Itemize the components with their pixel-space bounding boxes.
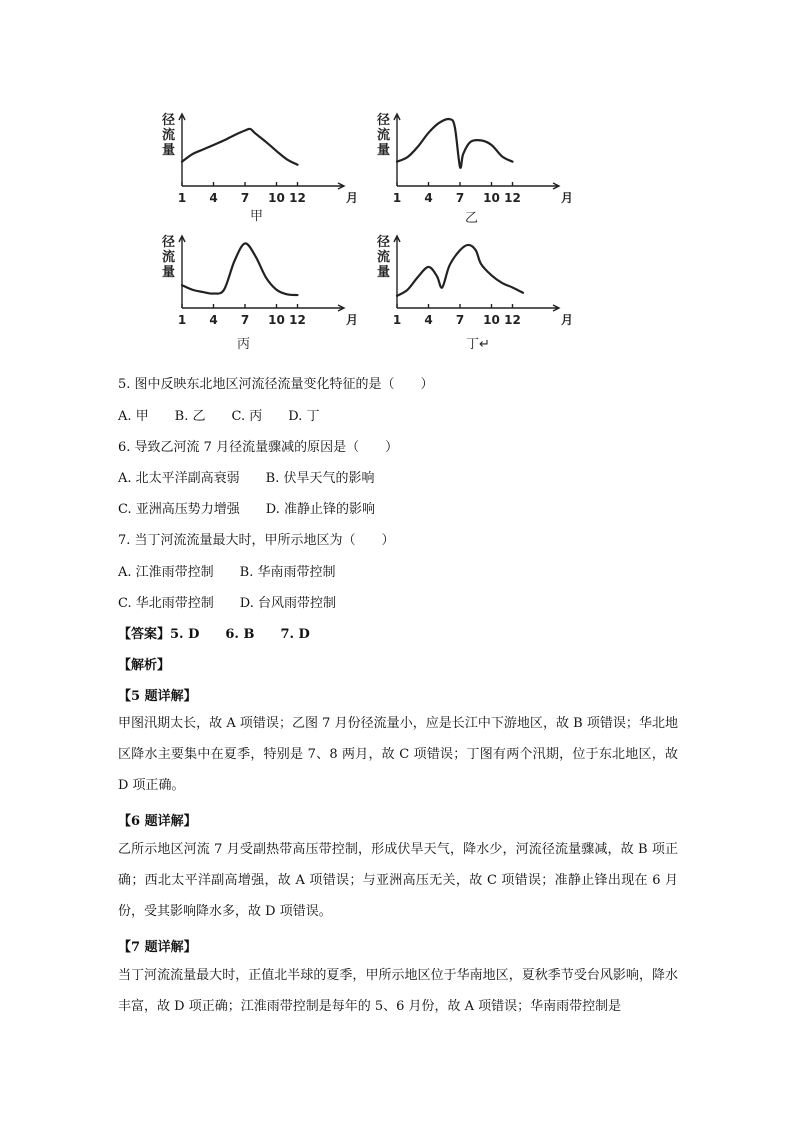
x-tick-label: 10 xyxy=(483,191,500,205)
caption-yi: 乙 xyxy=(465,211,479,226)
chart-bing xyxy=(160,232,360,327)
x-tick-label: 4 xyxy=(424,313,433,327)
x-tick-label: 月 xyxy=(560,313,574,327)
x-tick-label: 12 xyxy=(504,191,521,205)
chart-svg-ding xyxy=(375,232,575,327)
y-axis xyxy=(394,236,400,308)
x-tick-label: 月 xyxy=(345,191,359,205)
y-axis xyxy=(179,114,185,186)
x-tick-label: 1 xyxy=(177,313,187,327)
x-tick-label: 12 xyxy=(504,313,521,327)
question-6-options-1: A. 北太平洋副高衰弱 B. 伏旱天气的影响 xyxy=(118,471,375,486)
detail-7-text: 当丁河流流量最大时，正值北半球的夏季，甲所示地区位于华南地区，夏秋季节受台风影响，降水丰富，故 D 项正确；江淮雨带控制是每年的 5、6 月份，故 A 项错误；华南雨带控制是 xyxy=(118,968,678,1014)
y-axis-label-char: 流 xyxy=(162,250,176,265)
detail-6-text: 乙所示地区河流 7 月受副热带高压带控制，形成伏旱天气，降水少，河流径流量骤减，故 B 项正确；西北太平洋副高增强，故 A 项错误；与亚洲高压无关，故 C 项错误；准静止锋出现在 6 月份，受其影响降水多，故 D 项错误。 xyxy=(118,842,678,919)
y-axis-label-char: 流 xyxy=(377,128,391,143)
y-axis-label-char: 流 xyxy=(377,250,391,265)
detail-7-title: 【7 题详解】 xyxy=(118,940,197,955)
x-tick-label: 4 xyxy=(424,191,433,205)
y-axis-label-char: 量 xyxy=(162,265,176,280)
x-tick-label: 10 xyxy=(483,313,500,327)
runoff-curve-ding xyxy=(397,245,523,296)
x-tick-label: 7 xyxy=(455,191,465,205)
question-7-options-1: A. 江淮雨带控制 B. 华南雨带控制 xyxy=(118,565,336,580)
runoff-curve-bing xyxy=(182,243,298,295)
y-axis-label-char: 径 xyxy=(377,235,391,250)
x-tick-label: 12 xyxy=(289,191,306,205)
chart-yi xyxy=(375,110,575,205)
chart-svg-bing xyxy=(160,232,360,327)
x-tick-label: 10 xyxy=(268,191,285,205)
chart-jia xyxy=(160,110,360,205)
chart-svg-yi xyxy=(375,110,575,205)
runoff-charts xyxy=(0,0,794,360)
x-axis xyxy=(397,305,559,311)
detail-6-title: 【6 题详解】 xyxy=(118,814,197,829)
x-tick-label: 月 xyxy=(345,313,359,327)
y-axis xyxy=(179,236,185,308)
y-axis-label-char: 量 xyxy=(377,143,391,158)
detail-5-title: 【5 题详解】 xyxy=(118,689,197,704)
question-5: 5. 图中反映东北地区河流径流量变化特征的是（ ） xyxy=(118,377,434,392)
answer-line: 【答案】5. D 6. B 7. D xyxy=(118,627,310,642)
x-tick-label: 4 xyxy=(209,191,218,205)
x-tick-label: 7 xyxy=(455,313,465,327)
x-axis xyxy=(182,183,344,189)
question-6: 6. 导致乙河流 7 月径流量骤减的原因是（ ） xyxy=(118,440,399,455)
y-axis-label-char: 径 xyxy=(162,113,176,128)
question-7-options-2: C. 华北雨带控制 D. 台风雨带控制 xyxy=(118,596,336,611)
x-tick-label: 月 xyxy=(560,191,574,205)
caption-ding: 丁↵ xyxy=(466,337,490,352)
y-axis-label-char: 径 xyxy=(162,235,176,250)
x-axis xyxy=(397,183,559,189)
analysis-title: 【解析】 xyxy=(118,658,171,673)
x-tick-label: 7 xyxy=(240,191,250,205)
x-tick-label: 12 xyxy=(289,313,306,327)
y-axis-label-char: 流 xyxy=(162,128,176,143)
question-5-options: A. 甲 B. 乙 C. 丙 D. 丁 xyxy=(118,409,320,424)
question-6-options-2: C. 亚洲高压势力增强 D. 准静止锋的影响 xyxy=(118,502,375,517)
y-axis xyxy=(394,114,400,186)
runoff-curve-yi xyxy=(397,119,513,168)
y-axis-label-char: 量 xyxy=(377,265,391,280)
x-tick-label: 1 xyxy=(392,313,402,327)
detail-5-text: 甲图汛期太长，故 A 项错误；乙图 7 月份径流量小，应是长江中下游地区，故 B 项错误；华北地区降水主要集中在夏季，特别是 7、8 两月，故 C 项错误；丁图有两个汛期，位于东北地区，故 D 项正确。 xyxy=(118,716,678,793)
chart-svg-jia xyxy=(160,110,360,205)
x-tick-label: 1 xyxy=(392,191,402,205)
caption-jia: 甲 xyxy=(250,209,264,224)
x-tick-label: 4 xyxy=(209,313,218,327)
y-axis-label-char: 径 xyxy=(377,113,391,128)
x-tick-label: 10 xyxy=(268,313,285,327)
x-tick-label: 7 xyxy=(240,313,250,327)
question-7: 7. 当丁河流流量最大时，甲所示地区为（ ） xyxy=(118,533,395,548)
chart-ding xyxy=(375,232,575,327)
x-tick-label: 1 xyxy=(177,191,187,205)
y-axis-label-char: 量 xyxy=(162,143,176,158)
runoff-curve-jia xyxy=(182,129,298,165)
x-axis xyxy=(182,305,344,311)
caption-bing: 丙 xyxy=(237,337,251,352)
